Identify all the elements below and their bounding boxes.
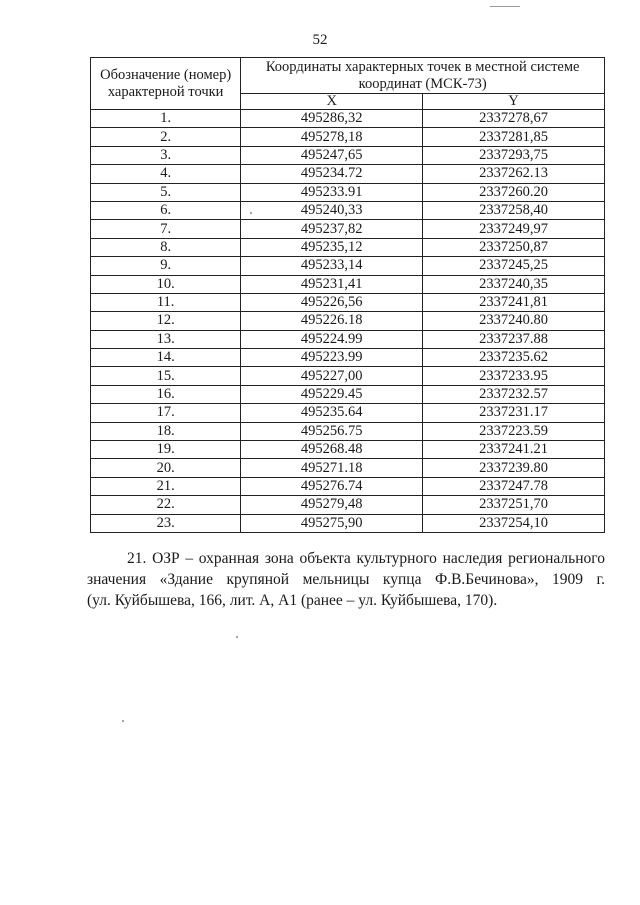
y-coordinate-cell: 2337249,97 [423, 220, 605, 238]
y-coordinate-cell: 2337233.95 [423, 367, 605, 385]
point-number-cell: 5. [91, 183, 241, 201]
point-number-cell: 4. [91, 165, 241, 183]
table-row [91, 293, 605, 311]
y-coordinate-cell: 2337262.13 [423, 165, 605, 183]
table-row [91, 220, 605, 238]
table-row [91, 165, 605, 183]
table-row [91, 146, 605, 164]
table-row [91, 514, 605, 532]
point-number-cell: 13. [91, 330, 241, 348]
point-number-cell: 20. [91, 459, 241, 477]
x-coordinate-cell: 495276.74 [241, 477, 423, 495]
table-row [91, 385, 605, 403]
y-column-header: Y [423, 94, 605, 110]
x-coordinate-cell: 495278,18 [241, 128, 423, 146]
y-coordinate-cell: 2337241,81 [423, 293, 605, 311]
y-coordinate-cell: 2337254,10 [423, 514, 605, 532]
x-coordinate-cell: 495224.99 [241, 330, 423, 348]
x-coordinate-cell: 495231,41 [241, 275, 423, 293]
point-number-cell: 22. [91, 496, 241, 514]
y-coordinate-cell: 2337241.21 [423, 441, 605, 459]
point-number-cell: 12. [91, 312, 241, 330]
point-number-cell: 11. [91, 293, 241, 311]
paragraph-line-3: (ул. Куйбышева, 166, лит. А, А1 (ранее – ул. Куйбышева, 170). [87, 592, 498, 609]
y-coordinate-cell: 2337245,25 [423, 257, 605, 275]
coordinates-header: Координаты характерных точек в местной системе координат (МСК-73) [241, 58, 605, 94]
table-row [91, 275, 605, 293]
point-number-cell: 8. [91, 238, 241, 256]
table-row [91, 349, 605, 367]
x-coordinate-cell: 495229.45 [241, 385, 423, 403]
y-coordinate-cell: 2337278,67 [423, 110, 605, 128]
point-number-cell: 2. [91, 128, 241, 146]
y-coordinate-cell: 2337237.88 [423, 330, 605, 348]
x-coordinate-cell: 495226.18 [241, 312, 423, 330]
scan-speck [250, 212, 252, 214]
point-number-cell: 6. [91, 201, 241, 219]
table-row [91, 312, 605, 330]
point-number-cell: 18. [91, 422, 241, 440]
scan-mark [490, 6, 520, 7]
y-coordinate-cell: 2337223.59 [423, 422, 605, 440]
paragraph-line-2: значения «Здание крупяной мельницы купца Ф.В.Бечинова», 1909 г. [87, 571, 605, 588]
table-row [91, 367, 605, 385]
x-coordinate-cell: 495240,33 [241, 201, 423, 219]
table-row [91, 238, 605, 256]
point-number-cell: 9. [91, 257, 241, 275]
y-coordinate-cell: 2337240.80 [423, 312, 605, 330]
table-row [91, 404, 605, 422]
point-number-cell: 3. [91, 146, 241, 164]
table-row [91, 330, 605, 348]
table-row [91, 459, 605, 477]
table-row [91, 183, 605, 201]
x-coordinate-cell: 495247,65 [241, 146, 423, 164]
table-row [91, 128, 605, 146]
y-coordinate-cell: 2337239.80 [423, 459, 605, 477]
x-column-header: X [241, 94, 423, 110]
y-coordinate-cell: 2337250,87 [423, 238, 605, 256]
table-row [91, 110, 605, 128]
y-coordinate-cell: 2337260.20 [423, 183, 605, 201]
y-coordinate-cell: 2337258,40 [423, 201, 605, 219]
point-number-cell: 17. [91, 404, 241, 422]
point-number-cell: 7. [91, 220, 241, 238]
coordinates-table [90, 57, 605, 533]
y-coordinate-cell: 2337281,85 [423, 128, 605, 146]
point-number-cell: 23. [91, 514, 241, 532]
x-coordinate-cell: 495268.48 [241, 441, 423, 459]
x-coordinate-cell: 495286,32 [241, 110, 423, 128]
y-coordinate-cell: 2337232.57 [423, 385, 605, 403]
zone-description-paragraph [87, 548, 605, 611]
y-coordinate-cell: 2337293,75 [423, 146, 605, 164]
table-row [91, 422, 605, 440]
table-row [91, 257, 605, 275]
point-number-cell: 15. [91, 367, 241, 385]
x-coordinate-cell: 495235.64 [241, 404, 423, 422]
table-row [91, 496, 605, 514]
x-coordinate-cell: 495233,14 [241, 257, 423, 275]
point-number-cell: 21. [91, 477, 241, 495]
x-coordinate-cell: 495237,82 [241, 220, 423, 238]
designation-header: Обозначение (номер) характерной точки [91, 58, 241, 110]
x-coordinate-cell: 495233.91 [241, 183, 423, 201]
y-coordinate-cell: 2337235.62 [423, 349, 605, 367]
x-coordinate-cell: 495279,48 [241, 496, 423, 514]
y-coordinate-cell: 2337240,35 [423, 275, 605, 293]
x-coordinate-cell: 495275,90 [241, 514, 423, 532]
y-coordinate-cell: 2337251,70 [423, 496, 605, 514]
x-coordinate-cell: 495235,12 [241, 238, 423, 256]
scan-speck [236, 636, 238, 638]
paragraph-line-1: 21. ОЗР – охранная зона объекта культурного наследия регионального [127, 550, 605, 567]
y-coordinate-cell: 2337247.78 [423, 477, 605, 495]
y-coordinate-cell: 2337231.17 [423, 404, 605, 422]
x-coordinate-cell: 495223.99 [241, 349, 423, 367]
page-number: 52 [312, 32, 328, 48]
scan-speck [122, 720, 124, 722]
table-row [91, 441, 605, 459]
point-number-cell: 1. [91, 110, 241, 128]
x-coordinate-cell: 495226,56 [241, 293, 423, 311]
x-coordinate-cell: 495256.75 [241, 422, 423, 440]
point-number-cell: 14. [91, 349, 241, 367]
x-coordinate-cell: 495271.18 [241, 459, 423, 477]
point-number-cell: 16. [91, 385, 241, 403]
point-number-cell: 19. [91, 441, 241, 459]
table-row [91, 201, 605, 219]
table-row [91, 477, 605, 495]
x-coordinate-cell: 495227,00 [241, 367, 423, 385]
point-number-cell: 10. [91, 275, 241, 293]
x-coordinate-cell: 495234.72 [241, 165, 423, 183]
